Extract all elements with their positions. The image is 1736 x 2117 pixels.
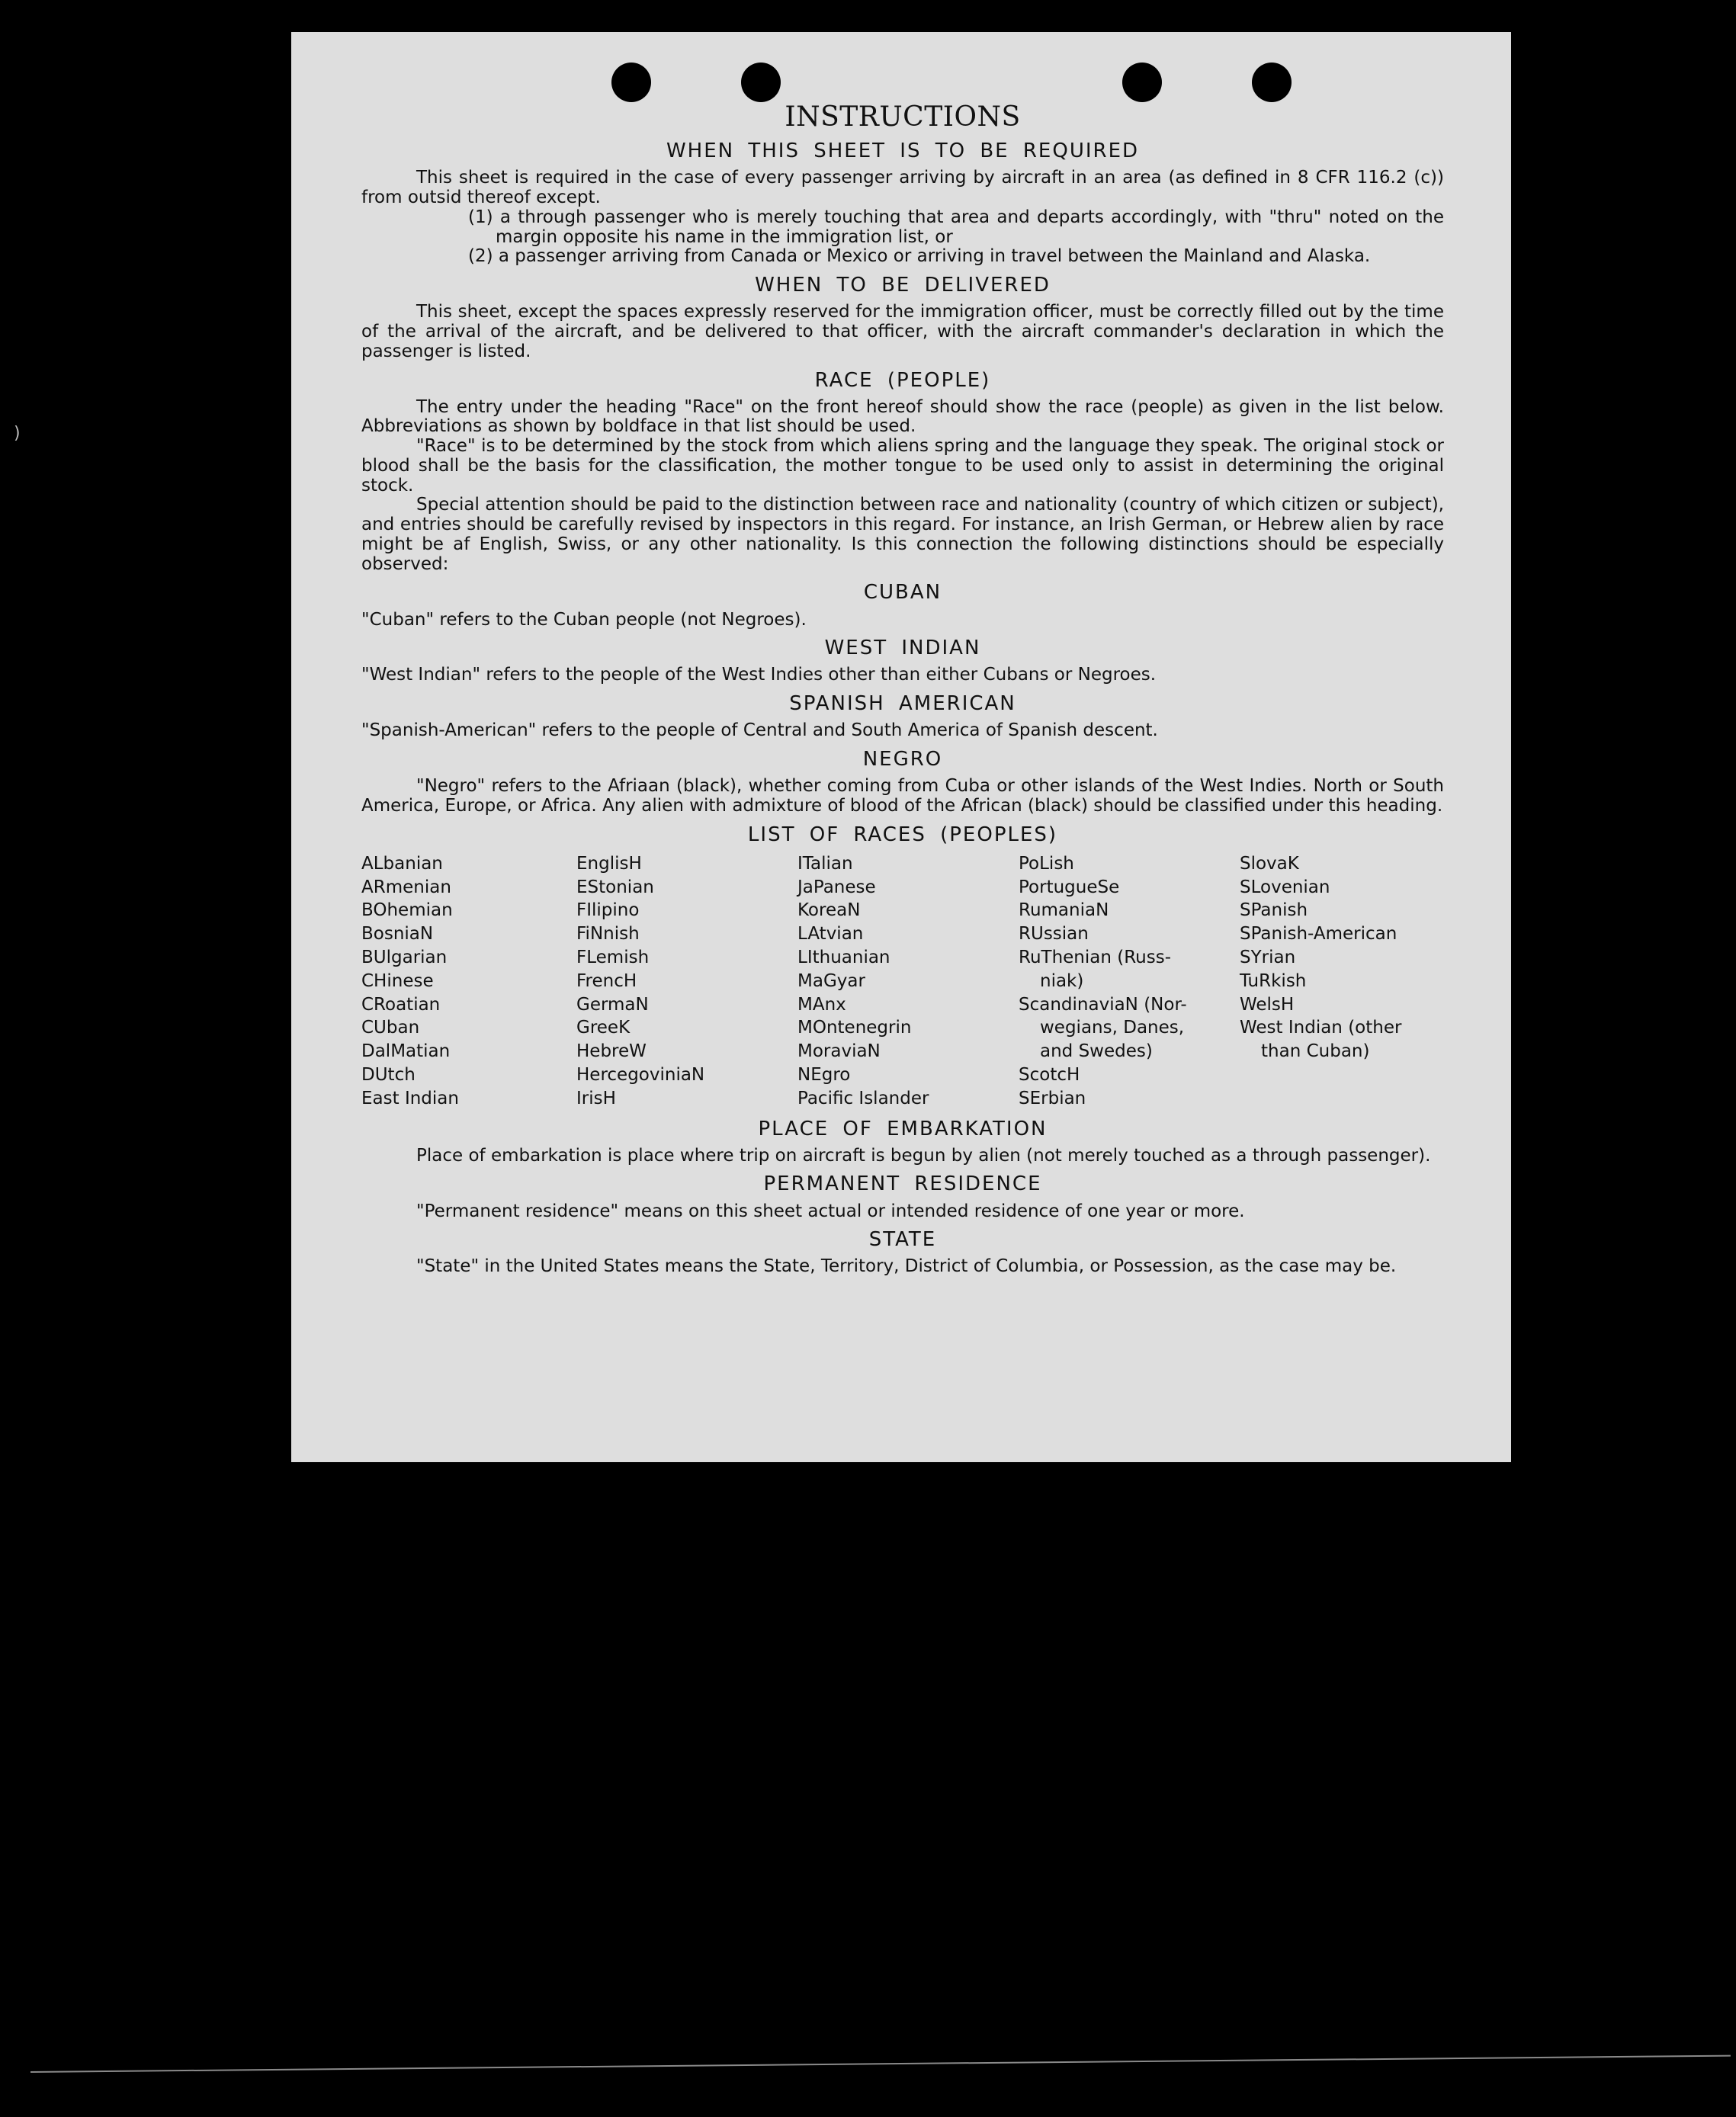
page-title: INSTRUCTIONS: [785, 101, 1021, 133]
document-page: [291, 32, 1511, 1462]
race-item: SLovenian: [1240, 877, 1330, 897]
races-list: [361, 852, 1444, 1111]
race-item: GreeK: [576, 1018, 631, 1038]
punch-hole-4: [1252, 63, 1292, 102]
race-item: BOhemian: [361, 900, 453, 921]
west-indian-text: "West Indian" refers to the people of the West Indies other than either Cubans or Negroes.: [361, 665, 1157, 685]
races-column-4: [1019, 852, 1240, 1111]
race-item: CHinese: [361, 970, 434, 991]
when-required-item-1: (1) a through passenger who is merely touching that area and departs accordingly, with "thru" noted on the margin opposite his name in the immigration list, or: [468, 207, 1444, 247]
race-item: RumaniaN: [1019, 900, 1109, 921]
place-of-embarkation-text: Place of embarkation is place where trip on aircraft is begun by alien (not merely touched as a through passenger).: [416, 1145, 1431, 1166]
race-item: MAnx: [797, 994, 846, 1015]
race-item: IrisH: [576, 1088, 616, 1108]
spanish-american-text: "Spanish-American" refers to the people of Central and South America of Spanish descent.: [361, 720, 1158, 741]
race-item: Pacific Islander: [797, 1088, 929, 1108]
race-item: CUban: [361, 1018, 420, 1038]
punch-hole-2: [741, 63, 781, 102]
when-required-heading: WHEN THIS SHEET IS TO BE REQUIRED: [666, 140, 1140, 163]
race-paragraph-3: Special attention should be paid to the distinction between race and nationality (country of which citizen or subject), and entries should be carefully revised by inspectors in this regard. For instance, an Irish German, or Hebrew alien by race might be af English, Swiss, or any other nationality. Is this connection the following distinctions should be especially observed:: [361, 495, 1444, 574]
scan-artifact-line: [30, 2055, 1731, 2073]
race-item: RUssian: [1019, 924, 1089, 945]
race-item: SErbian: [1019, 1088, 1086, 1108]
races-column-1: [361, 852, 576, 1111]
race-item-continued: wegians, Danes,: [1040, 1018, 1185, 1038]
race-item: SYrian: [1240, 947, 1296, 967]
race-item: SPanish-American: [1240, 924, 1397, 945]
race-item: East Indian: [361, 1088, 459, 1108]
punch-hole-3: [1122, 63, 1162, 102]
race-item: ScotcH: [1019, 1065, 1080, 1085]
races-column-2: [576, 852, 797, 1111]
race-item-continued: niak): [1040, 970, 1084, 991]
cuban-heading: CUBAN: [863, 581, 942, 605]
race-item: LAtvian: [797, 924, 864, 945]
race-item: KoreaN: [797, 900, 861, 921]
race-item: BosniaN: [361, 924, 434, 945]
race-item-continued: than Cuban): [1261, 1041, 1370, 1062]
permanent-residence-text: "Permanent residence" means on this sheet actual or intended residence of one year or more.: [416, 1201, 1245, 1221]
race-item: JaPanese: [797, 877, 876, 897]
spanish-american-heading: SPANISH AMERICAN: [789, 692, 1016, 716]
race-item: TuRkish: [1240, 970, 1307, 991]
race-item: ALbanian: [361, 853, 443, 874]
race-item: WelsH: [1240, 994, 1295, 1015]
race-paragraph-2: "Race" is to be determined by the stock from which aliens spring and the language they speak. The original stock or blood shall be the basis for the classification, the mother tongue to be used only to assist in determining the original stock.: [361, 436, 1444, 496]
race-item: ITalian: [797, 853, 853, 874]
race-item: GermaN: [576, 994, 649, 1015]
margin-mark: ): [14, 424, 21, 443]
race-item-continued: and Swedes): [1040, 1041, 1153, 1062]
state-heading: STATE: [868, 1228, 937, 1252]
negro-text: "Negro" refers to the Afriaan (black), whether coming from Cuba or other islands of the West Indies. North or South America, Europe, or Africa. Any alien with admixture of blood of the African (black) should be classified under this heading.: [361, 776, 1444, 816]
race-item: DalMatian: [361, 1041, 451, 1062]
race-item: PoLish: [1019, 853, 1074, 874]
race-paragraph-1: The entry under the heading "Race" on the front hereof should show the race (people) as given in the list below. Abbreviations as shown by boldface in that list should be used.: [361, 396, 1444, 437]
race-item: EnglisH: [576, 853, 642, 874]
race-item: HercegoviniaN: [576, 1065, 705, 1085]
punch-hole-1: [611, 63, 651, 102]
race-item: EStonian: [576, 877, 654, 897]
instructions-content: [361, 102, 1444, 1277]
race-item: HebreW: [576, 1041, 647, 1062]
race-item: ScandinaviaN (Nor-: [1019, 994, 1187, 1015]
race-item: DUtch: [361, 1065, 416, 1085]
race-item: FiNnish: [576, 924, 640, 945]
race-item: MOntenegrin: [797, 1018, 912, 1038]
race-item: ARmenian: [361, 877, 451, 897]
race-item: FrencH: [576, 970, 637, 991]
cuban-text: "Cuban" refers to the Cuban people (not Negroes).: [361, 609, 807, 630]
state-text: "State" in the United States means the State, Territory, District of Columbia, or Possession, as the case may be.: [416, 1256, 1397, 1277]
race-item: MoraviaN: [797, 1041, 881, 1062]
race-item: LIthuanian: [797, 947, 890, 967]
race-item: SPanish: [1240, 900, 1308, 921]
negro-heading: NEGRO: [862, 747, 943, 771]
race-item: FLemish: [576, 947, 650, 967]
race-item: SlovaK: [1240, 853, 1299, 874]
race-item: West Indian (other: [1240, 1018, 1402, 1038]
races-column-5: [1240, 852, 1461, 1111]
race-item: NEgro: [797, 1065, 851, 1085]
race-item: PortugueSe: [1019, 877, 1120, 897]
race-heading: RACE (PEOPLE): [814, 368, 991, 392]
when-required-item-2: (2) a passenger arriving from Canada or Mexico or arriving in travel between the Mainland and Alaska.: [468, 246, 1371, 267]
races-column-3: [797, 852, 1019, 1111]
permanent-residence-heading: PERMANENT RESIDENCE: [763, 1172, 1042, 1196]
race-item: RuThenian (Russ-: [1019, 947, 1172, 967]
when-delivered-text: This sheet, except the spaces expressly reserved for the immigration officer, must be correctly filled out by the time of the arrival of the aircraft, and be delivered to that officer, with the aircraft commander's declaration in which the passenger is listed.: [361, 302, 1444, 361]
when-delivered-heading: WHEN TO BE DELIVERED: [755, 274, 1051, 297]
place-of-embarkation-heading: PLACE OF EMBARKATION: [758, 1117, 1048, 1140]
race-item: MaGyar: [797, 970, 865, 991]
race-item: FIlipino: [576, 900, 640, 921]
race-item: BUlgarian: [361, 947, 448, 967]
when-required-intro: This sheet is required in the case of every passenger arriving by aircraft in an area (as defined in 8 CFR 116.2 (c)) from outsid thereof except.: [361, 168, 1444, 208]
race-item: CRoatian: [361, 994, 441, 1015]
list-of-races-heading: LIST OF RACES (PEOPLES): [747, 823, 1058, 846]
west-indian-heading: WEST INDIAN: [824, 637, 981, 660]
